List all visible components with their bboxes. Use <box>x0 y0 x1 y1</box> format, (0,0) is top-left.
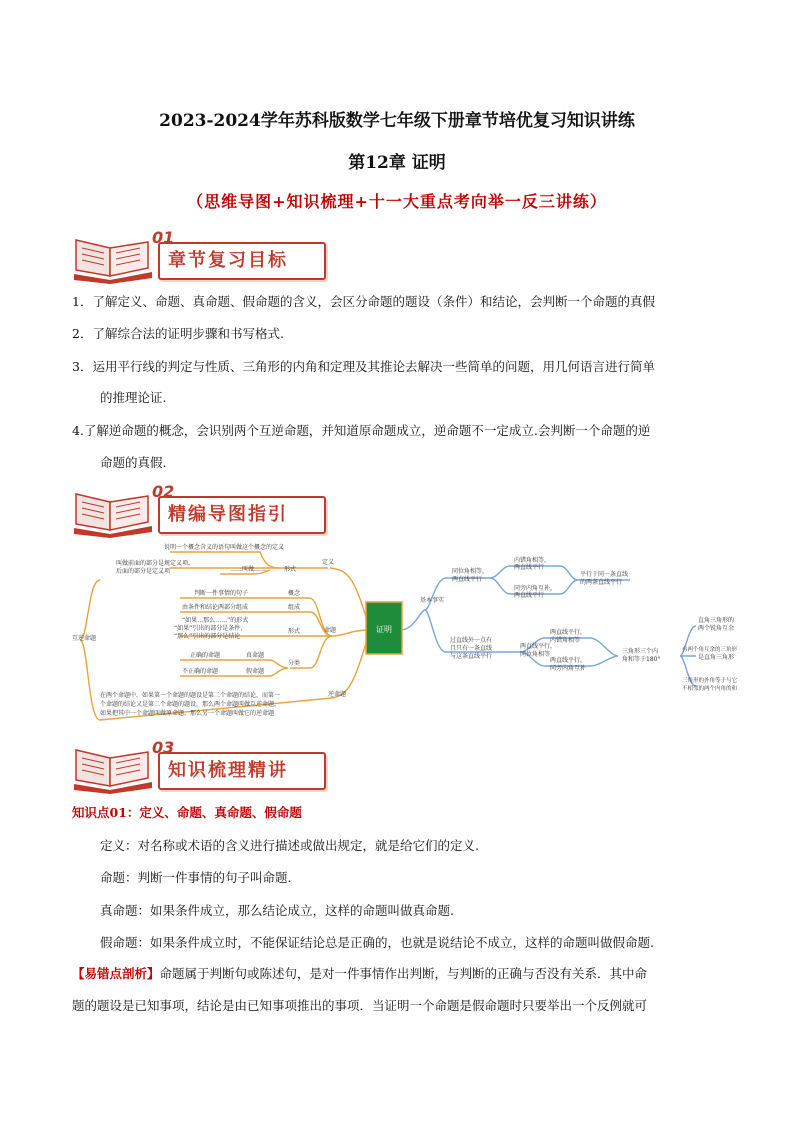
fact-3: 两直线平行， <box>520 643 557 650</box>
define-form-desc-2: 后面的部分是定义项 <box>116 568 171 575</box>
fact-1-r2b: 两直线平行 <box>514 592 545 599</box>
prop-true-desc: 正确的命题 <box>190 652 221 659</box>
fact-1: 同位角相等， <box>452 568 489 575</box>
node-inverse: 逆命题 <box>328 691 347 698</box>
section-header-mindmap <box>70 482 330 538</box>
section-label: 知识梳理精讲 <box>168 760 288 781</box>
section-label: 章节复习目标 <box>168 250 288 271</box>
fact-3-r1: 两直线平行， <box>550 629 587 636</box>
note-paragraph <box>72 964 732 984</box>
triangle-sum: 三角形三个内 <box>622 648 659 655</box>
inverse-desc-2: 个命题的结论又是第二个命题的题设，那么两个命题叫做互逆命题， <box>100 701 281 708</box>
doc-subtitle: （思维导图+知识梳理+十一大重点考向举一反三讲练） <box>187 192 607 211</box>
inverse-desc-3: 如果把其中一个命题叫做原命题，那么另一个命题叫做它的逆命题 <box>100 710 275 717</box>
prop-form-desc-2: “如果”引出的部分是条件， <box>174 625 247 632</box>
note-text-2: 题的题设是已知事项，结论是由已知事项推出的事项．当证明一个命题是假命题时只要举出一个反例就可 <box>72 998 648 1013</box>
fact-2c: 与这条直线平行 <box>450 653 493 660</box>
section-header-knowledge <box>70 738 330 794</box>
define-desc: 说明一个概念含义的语句叫做这个概念的定义 <box>164 544 285 551</box>
book-icon <box>70 744 156 794</box>
fact-3-r2b: 同旁内角互补 <box>550 665 587 672</box>
prop-concept: 概念 <box>288 590 301 597</box>
center-node-label: 证明 <box>376 625 392 634</box>
prop-false-desc: 不正确的命题 <box>182 668 219 675</box>
mind-map <box>70 540 738 730</box>
fact-3-r2: 两直线平行， <box>550 657 587 664</box>
prop-true: 真命题 <box>246 652 265 659</box>
definition-text: 定义：对名称或术语的含义进行描述或做出规定，就是给它们的定义. <box>100 838 479 853</box>
goal-1: 1．了解定义、命题、真命题、假命题的含义，会区分命题的题设（条件）和结论，会判断一个命题的真假 <box>72 294 655 309</box>
prop-form-desc-1: “如果…那么……”的形式 <box>182 617 249 624</box>
goal-4-cont: 命题的真假. <box>100 455 167 470</box>
inverse-desc-1: 在两个命题中，如果第一个命题的题设是第二个命题的结论，而第一 <box>100 692 281 699</box>
define-form-pattern: ……叫做…… <box>230 566 267 573</box>
fact-1-r1: 内错角相等， <box>514 557 551 564</box>
prop-false: 假命题 <box>246 668 265 675</box>
false-prop-text: 假命题：如果条件成立时，不能保证结论总是正确的，也就是说结论不成立，这样的命题叫做假命题. <box>100 935 654 950</box>
knowledge-point-title: 知识点01：定义、命题、真命题、假命题 <box>72 805 302 820</box>
book-icon <box>70 234 156 284</box>
fact-1b: 两直线平行 <box>452 576 483 583</box>
section-number: 01 <box>152 228 175 247</box>
tri-r1b: 两个锐角互余 <box>698 625 735 632</box>
node-define: 定义 <box>322 559 335 566</box>
tri-r2: 有两个角互余的三角形 <box>682 647 738 653</box>
fact-3b: 同位角相等 <box>520 651 551 658</box>
prop-compose: 组成 <box>288 604 301 611</box>
fact-2b: 且只有一条直线 <box>450 645 493 652</box>
chapter-title: 第12章 证明 <box>348 153 446 173</box>
doc-title: 2023-2024学年苏科版数学七年级下册章节培优复习知识讲练 <box>159 111 635 131</box>
basic-facts: 基本事实 <box>420 597 445 604</box>
fact-1-r3b: 的两条直线平行 <box>580 579 623 586</box>
goal-4: 4.了解逆命题的概念，会识别两个互逆命题，并知道原命题成立，逆命题不一定成立.会判断一个命题的逆 <box>72 423 651 438</box>
fact-1-r3: 平行于同一条直线 <box>580 571 629 578</box>
prop-form-desc-3: “那么”引出的部分是结论 <box>174 633 241 640</box>
section-label: 精编导图指引 <box>168 504 288 525</box>
section-header-goals <box>70 228 330 284</box>
triangle-sum-b: 角和等于180° <box>622 656 661 663</box>
fact-1-r2: 同旁内角互补， <box>514 585 557 592</box>
section-number: 02 <box>152 482 175 501</box>
tri-r2b: 是直角三角形 <box>698 654 735 661</box>
true-prop-text: 真命题：如果条件成立，那么结论成立，这样的命题叫做真命题. <box>100 903 454 918</box>
tri-r1: 直角三角形的 <box>698 617 735 624</box>
section-number: 03 <box>152 738 175 757</box>
inverse-left: 互逆命题 <box>72 635 97 642</box>
goal-3-cont: 的推理论证. <box>100 390 167 405</box>
node-proposition: 命题 <box>324 627 337 634</box>
book-icon <box>70 488 156 538</box>
fact-3-r1b: 内错角相等 <box>550 637 581 644</box>
prop-compose-desc: 由条件和结论两部分组成 <box>182 604 249 611</box>
note-text-1: 命题属于判断句或陈述句，是对一件事情作出判断，与判断的正确与否没有关系．其中命 <box>159 966 648 981</box>
define-form-desc-1: 叫做前面的部分是规定义项， <box>116 560 195 567</box>
prop-class: 分类 <box>288 660 301 667</box>
prop-form: 形式 <box>288 628 301 635</box>
fact-1-r1b: 两直线平行 <box>514 564 545 571</box>
prop-concept-desc: 判断一件事情的句子 <box>194 590 249 597</box>
fact-2: 过直线外一点有 <box>450 637 493 644</box>
goal-3: 3．运用平行线的判定与性质、三角形的内角和定理及其推论去解决一些简单的问题，用几何语言进行简单 <box>72 359 655 374</box>
proposition-text: 命题：判断一件事情的句子叫命题. <box>100 870 292 885</box>
goal-2: 2．了解综合法的证明步骤和书写格式. <box>72 326 284 341</box>
tri-r3: 三角形的外角等于与它 <box>682 678 738 684</box>
tri-r3b: 不相邻的两个内角的和 <box>682 686 738 692</box>
note-head: 【易错点剖析】 <box>72 966 160 981</box>
define-form: 形式 <box>284 566 297 573</box>
